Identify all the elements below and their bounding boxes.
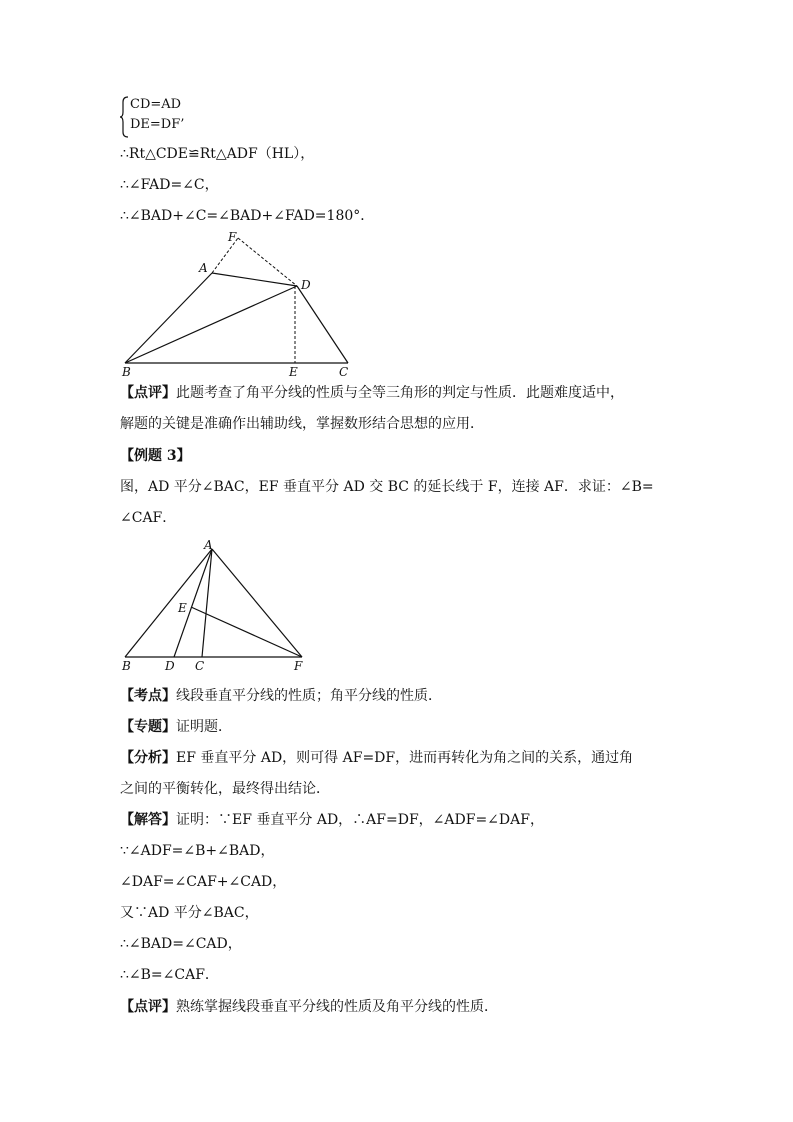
analysis-line-1 — [120, 748, 633, 768]
analysis-line-2: 之间的平衡转化，最终得出结论． — [120, 781, 330, 797]
segment-ad — [212, 273, 297, 286]
label-c: C — [339, 365, 349, 378]
segment-bd — [125, 286, 297, 363]
label-f: F — [294, 659, 303, 673]
topic — [120, 717, 232, 737]
label-b: B — [122, 659, 131, 673]
figure-triangle — [115, 535, 315, 675]
segment-ba — [125, 273, 212, 363]
comment2-tag: 【点评】 — [120, 999, 176, 1015]
example3-title: 【例题 3】 — [120, 448, 191, 464]
label-a: A — [199, 261, 208, 275]
left-brace-icon — [120, 96, 130, 138]
answer-line-5: ∴∠BAD=∠CAD， — [120, 936, 242, 952]
equation-cd-ad: CD=AD — [130, 97, 182, 112]
segment-dc — [297, 286, 348, 363]
comment1-line-2: 解题的关键是准确作出辅助线，掌握数形结合思想的应用． — [120, 416, 484, 432]
comment2 — [120, 997, 498, 1017]
analysis-text-1: EF 垂直平分 AD，则可得 AF=DF，进而再转化为角之间的关系，通过角 — [176, 750, 634, 766]
segment-af — [212, 549, 302, 657]
equation-de-df-text: DE=DF — [130, 117, 181, 132]
topic-text: 证明题． — [176, 719, 232, 735]
label-e: E — [178, 601, 187, 615]
label-e: E — [289, 365, 298, 378]
proof-line-3: ∴∠BAD+∠C=∠BAD+∠FAD=180°． — [120, 208, 375, 224]
comment2-text: 熟练掌握线段垂直平分线的性质及角平分线的性质． — [176, 999, 498, 1015]
label-a: A — [204, 538, 213, 552]
analysis-tag: 【分析】 — [120, 750, 176, 766]
key-points — [120, 686, 442, 706]
comment1-text-1: 此题考查了角平分线的性质与全等三角形的判定与性质．此题难度适中， — [176, 385, 624, 401]
equation-system — [120, 96, 320, 138]
answer-line-2: ∵∠ADF=∠B+∠BAD， — [120, 843, 275, 859]
answer-tag: 【解答】 — [120, 812, 176, 828]
example3-line-2: ∠CAF． — [120, 510, 177, 526]
proof-line-1: ∴Rt△CDE≌Rt△ADF（HL）， — [120, 146, 315, 162]
segment-ef — [191, 607, 302, 657]
topic-tag: 【专题】 — [120, 719, 176, 735]
answer-line-1 — [120, 810, 544, 830]
equation-suffix: ’ — [180, 117, 185, 132]
label-b: B — [122, 365, 131, 378]
key-points-text: 线段垂直平分线的性质；角平分线的性质． — [176, 688, 442, 704]
comment1-tag: 【点评】 — [120, 385, 176, 401]
label-f: F — [228, 230, 237, 244]
label-d: D — [165, 659, 175, 673]
key-points-tag: 【考点】 — [120, 688, 176, 704]
answer-text-1: 证明：∵EF 垂直平分 AD，∴AF=DF，∠ADF=∠DAF， — [176, 812, 544, 828]
equation-de-df — [130, 116, 184, 134]
example3-line-1: 图，AD 平分∠BAC，EF 垂直平分 AD 交 BC 的延长线于 F，连接 AF．求证：∠B= — [120, 479, 654, 495]
label-c: C — [195, 659, 205, 673]
segment-ba — [125, 549, 212, 657]
answer-line-4: 又∵AD 平分∠BAC， — [120, 905, 259, 921]
answer-line-3: ∠DAF=∠CAF+∠CAD， — [120, 874, 287, 890]
proof-line-2: ∴∠FAD=∠C， — [120, 177, 219, 193]
figure-quadrilateral — [115, 228, 365, 378]
segment-ac — [202, 549, 212, 657]
label-d: D — [301, 278, 311, 292]
answer-line-6: ∴∠B=∠CAF． — [120, 967, 219, 983]
comment1-line-1 — [120, 383, 624, 403]
